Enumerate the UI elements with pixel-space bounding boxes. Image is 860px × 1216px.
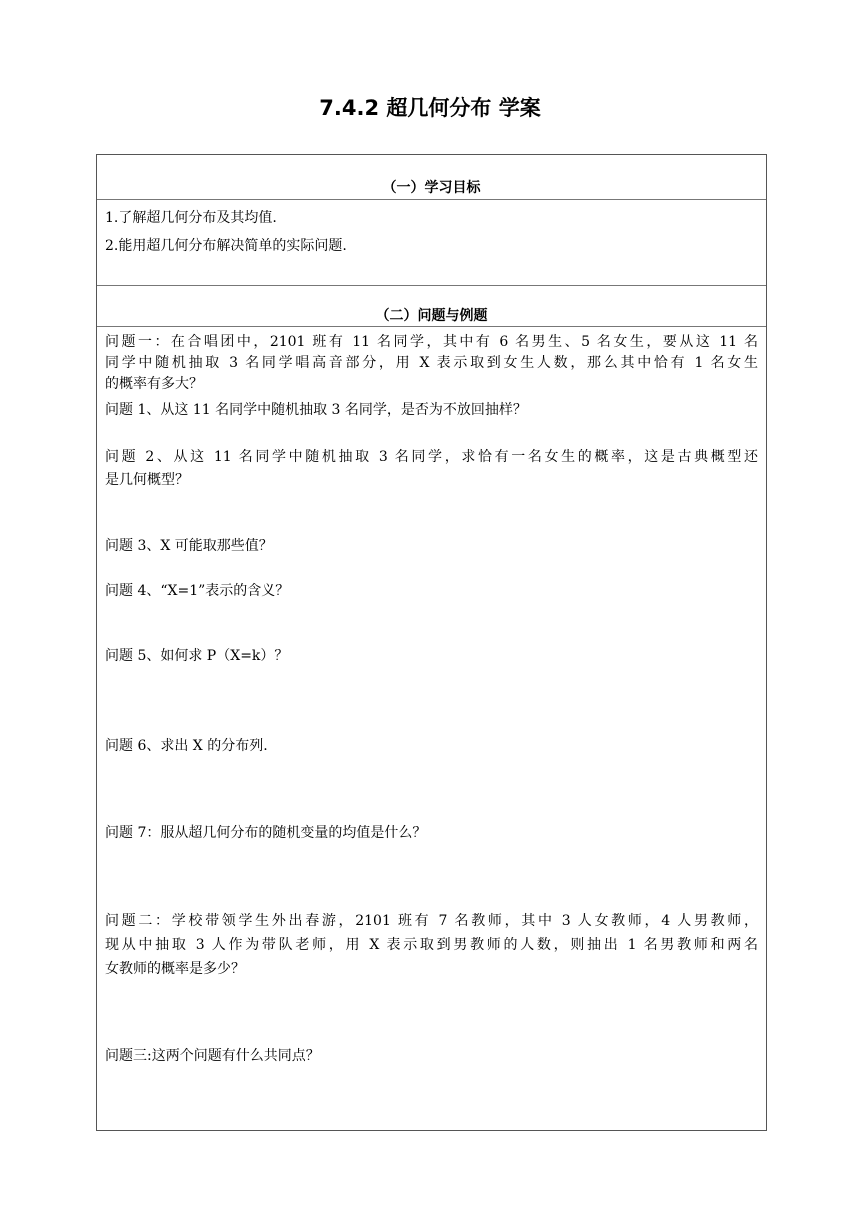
divider <box>97 285 766 286</box>
page-title: 7.4.2 超几何分布 学案 <box>319 96 541 120</box>
problem-two-line: 女教师的概率是多少？ <box>105 961 245 977</box>
section-goals-heading: （一）学习目标 <box>382 180 481 196</box>
question-3: 问题 3、X 可能取那些值？ <box>105 538 273 554</box>
goal-item: 2.能用超几何分布解决简单的实际问题. <box>105 238 347 254</box>
worksheet-table <box>96 154 767 1131</box>
question-2-line: 问题 2、从这 11 名同学中随机抽取 3 名同学，求恰有一名女生的概率，这是古典概型还 <box>105 449 758 465</box>
question-5: 问题 5、如何求 P（X=k）？ <box>105 648 289 664</box>
divider <box>97 199 766 200</box>
problem-two-line: 现从中抽取 3 人作为带队老师，用 X 表示取到男教师的人数，则抽出 1 名男教师和两名 <box>105 937 758 953</box>
question-2-line: 是几何概型？ <box>105 472 189 488</box>
section-problems-heading: （二）问题与例题 <box>375 308 488 324</box>
problem-one-line: 同学中随机抽取 3 名同学唱高音部分，用 X 表示取到女生人数，那么其中恰有 1 名女生 <box>105 355 758 371</box>
problem-one-line: 的概率有多大？ <box>105 376 203 392</box>
goal-item: 1.了解超几何分布及其均值. <box>105 210 277 226</box>
divider <box>97 326 766 327</box>
question-4: 问题 4、“X=1”表示的含义？ <box>105 583 290 599</box>
question-6: 问题 6、求出 X 的分布列. <box>105 738 268 754</box>
question-7: 问题 7：服从超几何分布的随机变量的均值是什么？ <box>105 825 427 841</box>
problem-three: 问题三:这两个问题有什么共同点？ <box>105 1048 320 1064</box>
problem-one-line: 问题一：在合唱团中，2101 班有 11 名同学，其中有 6 名男生、5 名女生，要从这 11 名 <box>105 334 758 350</box>
question-1: 问题 1、从这 11 名同学中随机抽取 3 名同学，是否为不放回抽样？ <box>105 402 527 418</box>
problem-two-line: 问题二：学校带领学生外出春游，2101 班有 7 名教师，其中 3 人女教师，4 人男教师， <box>105 913 758 929</box>
